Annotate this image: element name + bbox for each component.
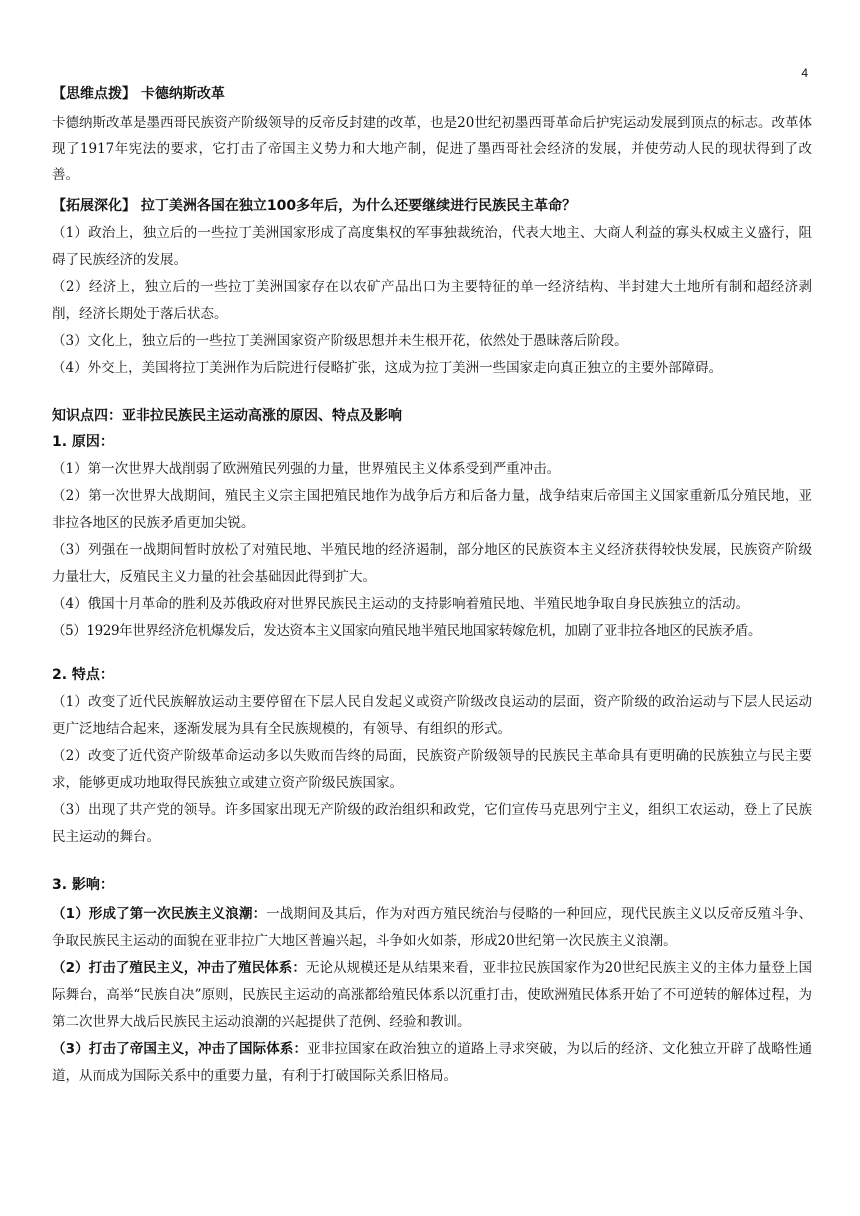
knowledge-point-title: 知识点四：亚非拉民族民主运动高涨的原因、特点及影响: [52, 408, 402, 424]
list-item: （3）列强在一战期间暂时放松了对殖民地、半殖民地的经济遏制，部分地区的民族资本主义经济获得较快发展，民族资产阶级力量壮大，反殖民主义力量的社会基础因此得到扩大。: [52, 542, 812, 585]
list-item: （2）改变了近代资产阶级革命运动多以失败而告终的局面，民族资产阶级领导的民族民主革命具有更明确的民族独立与民主要求，能够更成功地取得民族独立或建立资产阶级民族国家。: [52, 748, 812, 791]
impact-lead: （1）形成了第一次民族主义浪潮：: [52, 906, 267, 922]
list-item: （3）文化上，独立后的一些拉丁美洲国家资产阶级思想并未生根开花，依然处于愚昧落后阶段。: [52, 333, 628, 349]
impact-text: 无论从规模还是从结果来看，亚非拉民族国家作为20世纪民族主义的主体力量登上国际舞台，高举“民族自决”原则，民族民主运动的高涨都给殖民体系以沉重打击，使欧洲殖民体系开始了不可逆转的解体过程，为第二次世界大战后民族民主运动浪潮的兴起提供了范例、经验和教训。: [52, 960, 812, 1030]
list-item: [52, 901, 812, 955]
page-content: [52, 82, 812, 1090]
list-item: （1）改变了近代民族解放运动主要停留在下层人民自发起义或资产阶级改良运动的层面，资产阶级的政治运动与下层人民运动更广泛地结合起来，逐渐发展为具有全民族规模的，有领导、有组织的形式。: [52, 694, 812, 737]
list-item: （5）1929年世界经济危机爆发后，发达资本主义国家向殖民地半殖民地国家转嫁危机，加剧了亚非拉各地区的民族矛盾。: [52, 623, 762, 639]
causes-heading: 1. 原因：: [52, 434, 114, 450]
paragraph-cardenas: 卡德纳斯改革是墨西哥民族资产阶级领导的反帝反封建的改革，也是20世纪初墨西哥革命后护宪运动发展到顶点的标志。改革体现了1917年宪法的要求，它打击了帝国主义势力和大地产制，促进了墨西哥社会经济的发展，并使劳动人民的现状得到了改善。: [52, 115, 812, 183]
list-item: （2）第一次世界大战期间，殖民主义宗主国把殖民地作为战争后方和后备力量，战争结束后帝国主义国家重新瓜分殖民地，亚非拉各地区的民族矛盾更加尖锐。: [52, 488, 812, 531]
list-item: （1）第一次世界大战削弱了欧洲殖民列强的力量，世界殖民主义体系受到严重冲击。: [52, 461, 561, 477]
list-item: （4）俄国十月革命的胜利及苏俄政府对世界民族民主运动的支持影响着殖民地、半殖民地争取自身民族独立的活动。: [52, 596, 750, 612]
list-item: （3）出现了共产党的领导。许多国家出现无产阶级的政治组织和政党，它们宣传马克思列宁主义，组织工农运动，登上了民族民主运动的舞台。: [52, 802, 812, 845]
impact-text: 亚非拉国家在政治独立的道路上寻求突破，为以后的经济、文化独立开辟了战略性通道，从而成为国际关系中的重要力量，有利于打破国际关系旧格局。: [52, 1041, 812, 1084]
section-title-thinking: 【思维点拨】 卡德纳斯改革: [52, 86, 225, 102]
list-item: （4）外交上，美国将拉丁美洲作为后院进行侵略扩张，这成为拉丁美洲一些国家走向真正独立的主要外部障碍。: [52, 360, 723, 376]
impact-heading: 3. 影响：: [52, 877, 114, 893]
page-number: 4: [801, 66, 808, 80]
list-item: （2）经济上，独立后的一些拉丁美洲国家存在以农矿产品出口为主要特征的单一经济结构、半封建大土地所有制和超经济剥削，经济长期处于落后状态。: [52, 279, 812, 322]
features-heading: 2. 特点：: [52, 667, 114, 683]
list-item: [52, 1036, 812, 1090]
section-title-extension: 【拓展深化】 拉丁美洲各国在独立100多年后，为什么还要继续进行民族民主革命？: [52, 198, 577, 214]
impact-text: 一战期间及其后，作为对西方殖民统治与侵略的一种回应，现代民族主义以反帝反殖斗争、争取民族民主运动的面貌在亚非拉广大地区普遍兴起，斗争如火如荼，形成20世纪第一次民族主义浪潮。: [52, 906, 812, 949]
impact-lead: （3）打击了帝国主义，冲击了国际体系：: [52, 1041, 308, 1057]
list-item: （1）政治上，独立后的一些拉丁美洲国家形成了高度集权的军事独裁统治，代表大地主、大商人利益的寡头权威主义盛行，阻碍了民族经济的发展。: [52, 225, 812, 268]
impact-lead: （2）打击了殖民主义，冲击了殖民体系：: [52, 960, 306, 976]
list-item: [52, 955, 812, 1036]
